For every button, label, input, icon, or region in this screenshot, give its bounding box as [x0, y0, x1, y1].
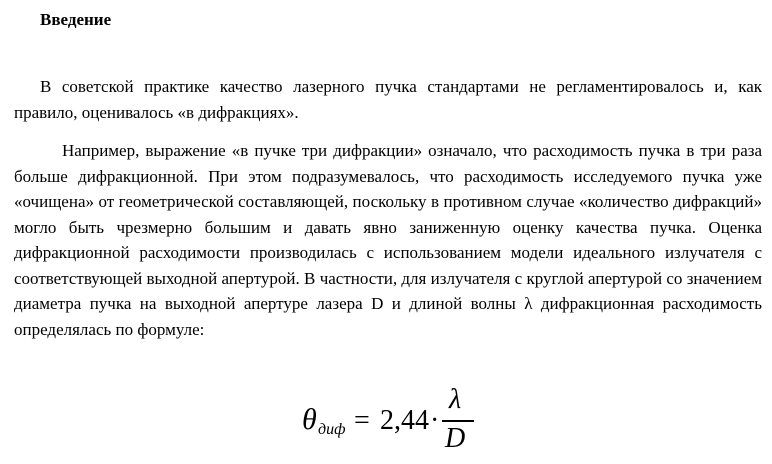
formula-multiply-dot: · [430, 405, 440, 436]
section-heading: Введение [40, 10, 112, 29]
paragraph-example: Например, выражение «в пучке три дифракции» означало, что расходимость пучка в три раза больше дифракционной. При этом подразумевалось, что расходимость исследуемого пучка уже «очищена» от геометрической составляющей, поскольку в противном случае «количество дифракций» могло быть чрезмерно большим и давать явно заниженную оценку качества пучка. Оценка дифракционной расходимости производилась с использованием модели идеального излучателя с соответствующей выходной апертурой. В частности, для излучателя с круглой апертурой со значением диаметра пучка на выходной апертуре лазера D и длиной волны λ дифракционная расходимость определялась по формуле: [14, 141, 762, 339]
formula-numerator: λ [449, 384, 462, 415]
paragraph-intro: В советской практике качество лазерного пучка стандартами не регламентировалось и, как правило, оценивалось «в дифракциях». [14, 77, 762, 122]
formula-subscript: диф [318, 421, 346, 438]
formula-denominator: D [445, 423, 466, 454]
formula-coefficient: 2,44 [380, 405, 429, 436]
formula-equals: = [354, 405, 370, 436]
diffraction-divergence-formula [302, 384, 502, 458]
formula-theta: θ [302, 403, 317, 436]
